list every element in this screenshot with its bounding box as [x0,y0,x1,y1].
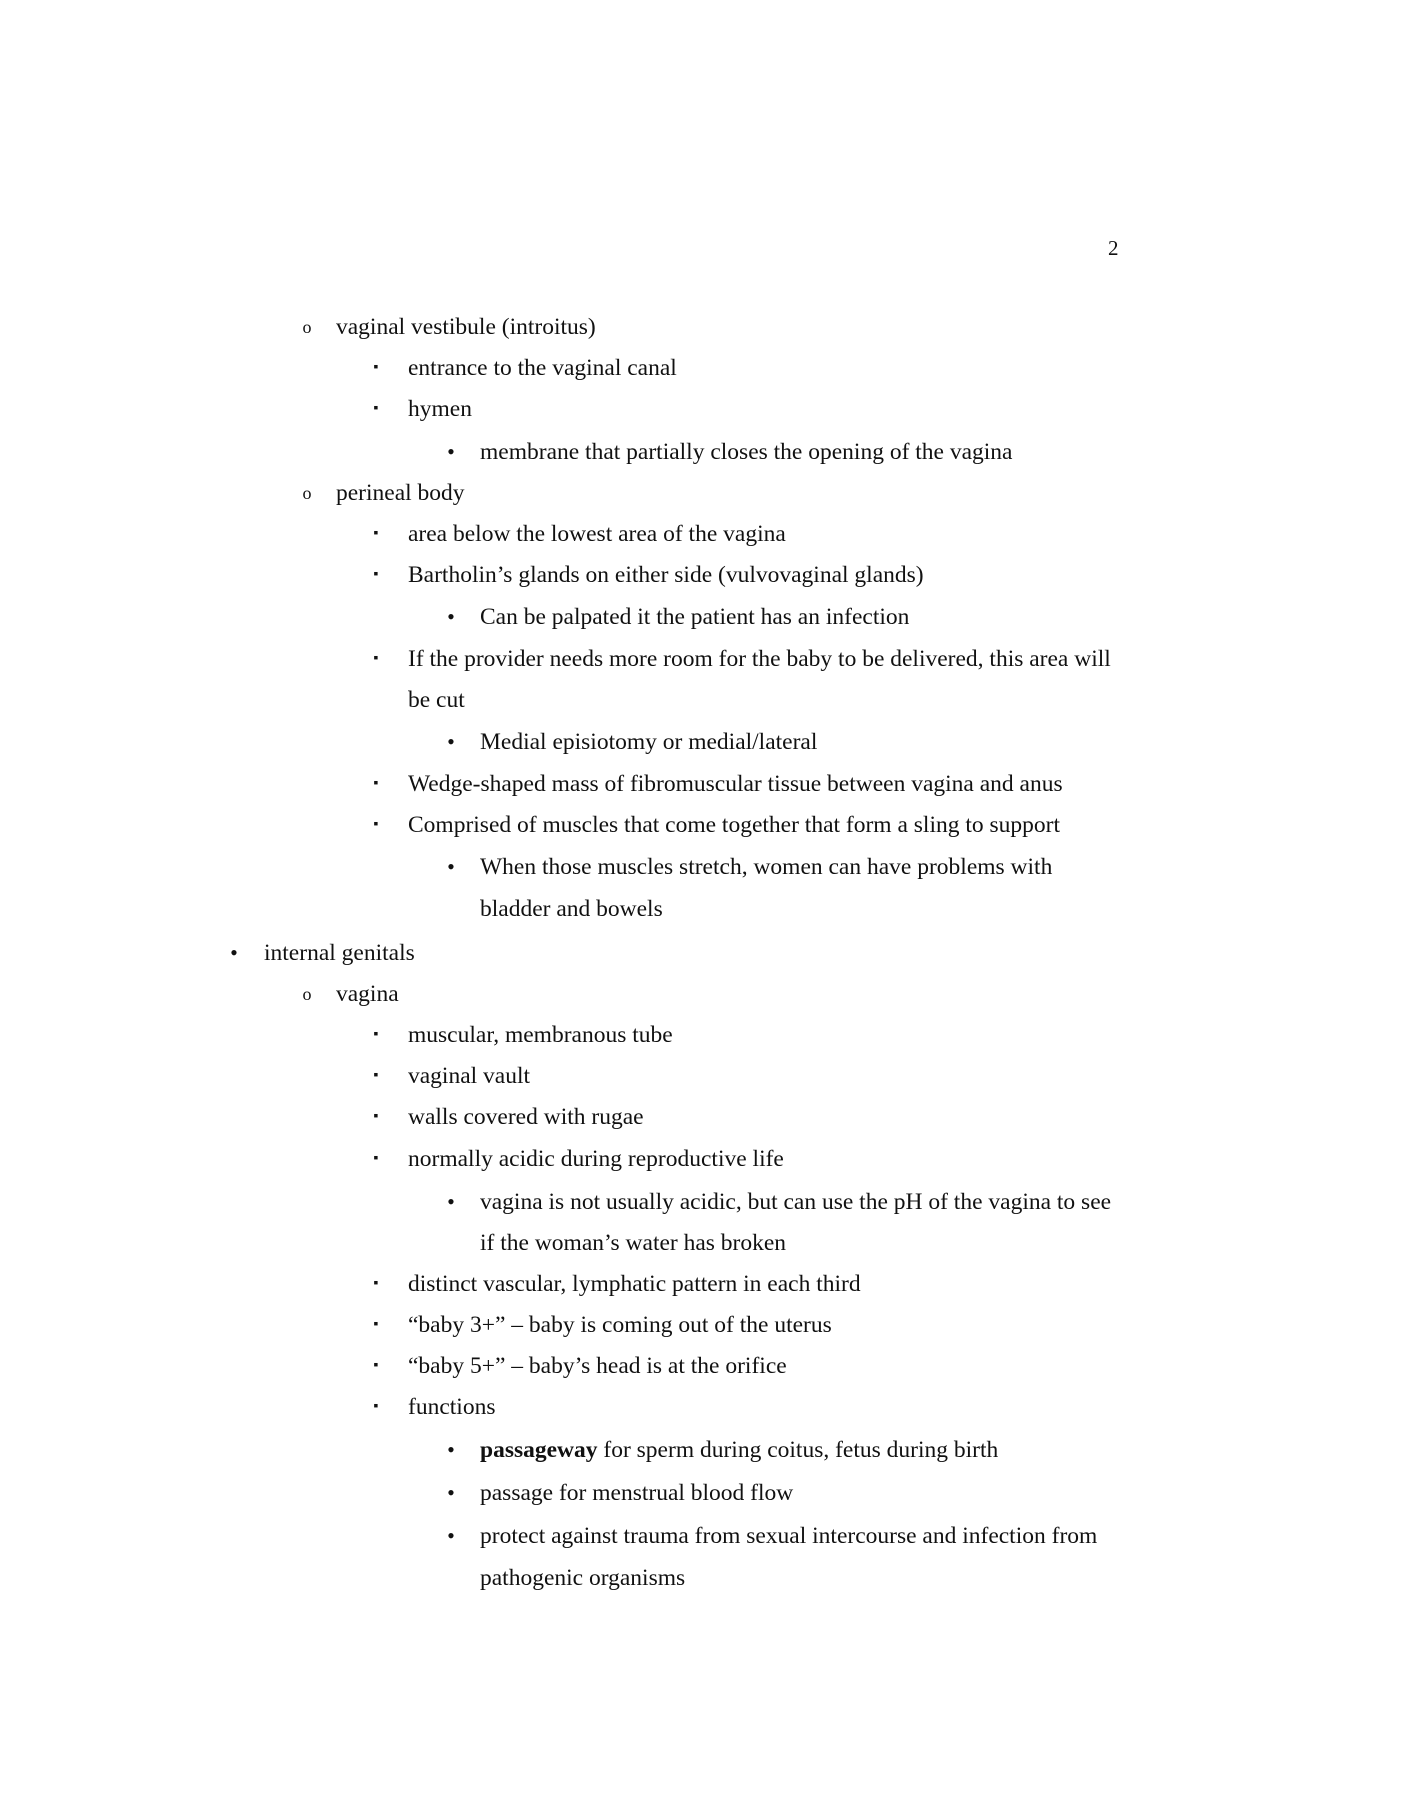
disc-bullet-icon: • [230,940,238,965]
list-item [0,846,1424,888]
list-item-text: Medial episiotomy or medial/lateral [480,729,818,755]
list-item [0,1138,1424,1180]
list-item-text: protect against trauma from sexual intercourse and infection from [480,1523,1098,1549]
square-bullet-icon: ▪ [373,1358,379,1373]
square-bullet-icon: ▪ [373,1276,379,1291]
square-bullet-icon: ▪ [373,817,379,832]
list-item-continuation [0,1557,1424,1599]
list-item-text: internal genitals [264,940,415,966]
list-item [0,347,1424,389]
list-item-text: pathogenic organisms [480,1565,686,1591]
list-item-text: entrance to the vaginal canal [408,355,677,381]
list-item [0,973,1424,1015]
bold-term: passageway [480,1437,598,1463]
list-item-text: hymen [408,396,472,422]
disc-bullet-icon: • [447,1480,455,1505]
disc-bullet-icon: • [447,604,455,629]
hollow-circle-bullet-icon: o [302,984,312,1004]
list-item [0,804,1424,846]
list-item-text: if the woman’s water has broken [480,1230,787,1256]
list-item-text: area below the lowest area of the vagina [408,521,786,547]
list-item [0,1014,1424,1056]
square-bullet-icon: ▪ [373,360,379,375]
list-item-text: Wedge-shaped mass of fibromuscular tissue between vagina and anus [408,771,1063,797]
square-bullet-icon: ▪ [373,1317,379,1332]
square-bullet-icon: ▪ [373,1027,379,1042]
list-item-text: membrane that partially closes the opening of the vagina [480,439,1013,465]
list-item-text: vaginal vault [408,1063,531,1089]
square-bullet-icon: ▪ [373,1399,379,1414]
disc-bullet-icon: • [447,1523,455,1548]
list-item [0,763,1424,805]
disc-bullet-icon: • [447,729,455,754]
list-item-text: bladder and bowels [480,896,663,922]
square-bullet-icon: ▪ [373,401,379,416]
list-item [0,721,1424,763]
list-item [0,1515,1424,1557]
list-item [0,388,1424,430]
list-item-text: vagina [336,981,399,1007]
disc-bullet-icon: • [447,854,455,879]
list-item-text: Can be palpated it the patient has an infection [480,604,910,630]
list-item-text: passage for menstrual blood flow [480,1480,794,1506]
page-number: 2 [1108,236,1119,260]
list-item [0,1263,1424,1305]
disc-bullet-icon: • [447,1189,455,1214]
square-bullet-icon: ▪ [373,567,379,582]
list-item-text [480,1429,998,1471]
list-item-text: normally acidic during reproductive life [408,1146,784,1172]
list-item [0,1345,1424,1387]
square-bullet-icon: ▪ [373,1151,379,1166]
list-item [0,306,1424,348]
square-bullet-icon: ▪ [373,651,379,666]
list-item [0,932,1424,974]
disc-bullet-icon: • [447,439,455,464]
list-item-text: vaginal vestibule (introitus) [336,314,596,340]
list-item [0,1429,1424,1471]
list-item-text-rest: for sperm during coitus, fetus during birth [597,1437,999,1463]
list-item-text: Bartholin’s glands on either side (vulvovaginal glands) [408,562,924,588]
disc-bullet-icon: • [447,1437,455,1462]
list-item [0,638,1424,680]
hollow-circle-bullet-icon: o [302,317,312,337]
list-item [0,596,1424,638]
list-item [0,1386,1424,1428]
square-bullet-icon: ▪ [373,1068,379,1083]
list-item-text: vagina is not usually acidic, but can use the pH of the vagina to see [480,1189,1112,1215]
list-item [0,1181,1424,1223]
list-item [0,1096,1424,1138]
list-item-text: “baby 5+” – baby’s head is at the orifice [408,1353,787,1379]
square-bullet-icon: ▪ [373,1109,379,1124]
list-item-text: If the provider needs more room for the baby to be delivered, this area will [408,646,1111,672]
list-item-text: “baby 3+” – baby is coming out of the uterus [408,1312,832,1338]
list-item-text: be cut [408,687,465,713]
list-item-text: walls covered with rugae [408,1104,644,1130]
list-item [0,472,1424,514]
square-bullet-icon: ▪ [373,526,379,541]
list-item-text: perineal body [336,480,465,506]
list-item-continuation [0,888,1424,930]
square-bullet-icon: ▪ [373,776,379,791]
list-item-continuation [0,679,1424,721]
hollow-circle-bullet-icon: o [302,483,312,503]
list-item [0,1472,1424,1514]
list-item-text: functions [408,1394,496,1420]
list-item [0,513,1424,555]
list-item [0,431,1424,473]
list-item [0,1055,1424,1097]
list-item [0,1304,1424,1346]
list-item [0,554,1424,596]
list-item-text: When those muscles stretch, women can have problems with [480,854,1053,880]
list-item-text: Comprised of muscles that come together that form a sling to support [408,812,1060,838]
list-item-text: muscular, membranous tube [408,1022,673,1048]
list-item-continuation [0,1222,1424,1264]
list-item-text: distinct vascular, lymphatic pattern in each third [408,1271,861,1297]
